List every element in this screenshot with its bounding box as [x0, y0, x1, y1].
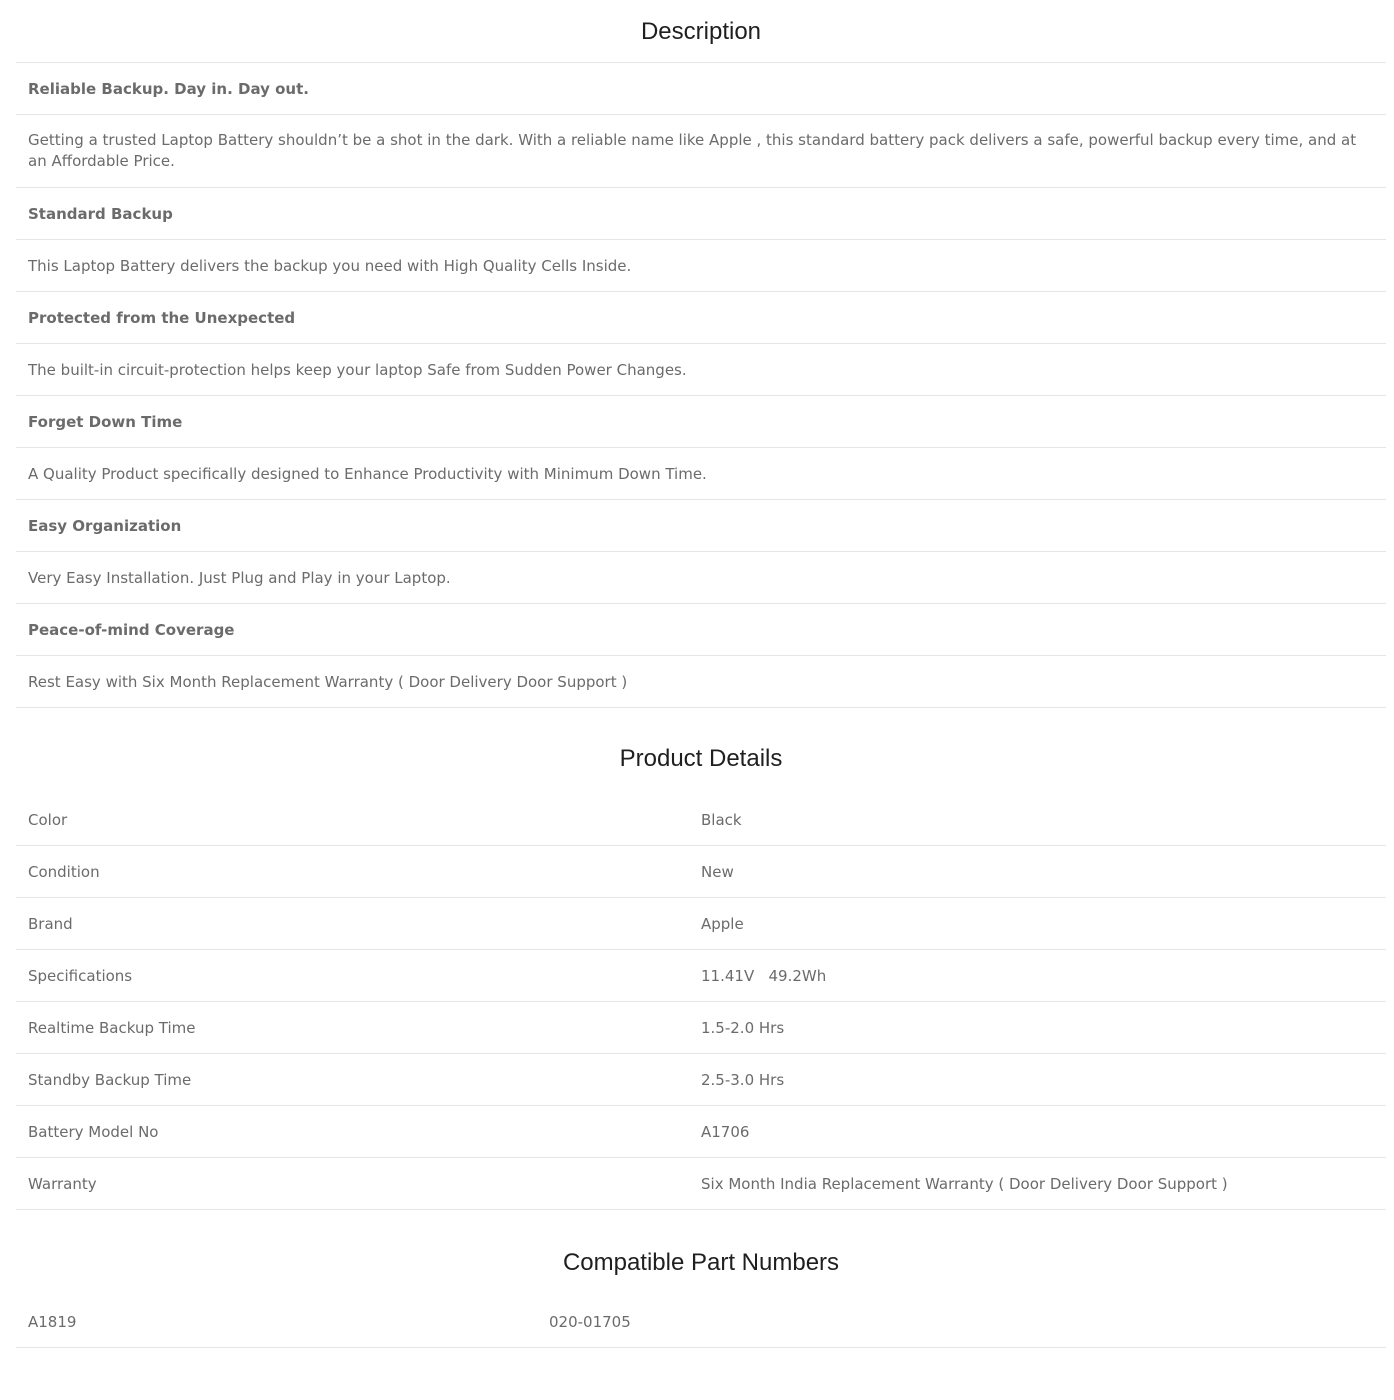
details-label: Standby Backup Time	[28, 1070, 192, 1089]
description-text: A Quality Product specifically designed to Enhance Productivity with Minimum Down Time.	[16, 448, 1386, 500]
details-row	[16, 1002, 1386, 1054]
details-value: 2.5-3.0 Hrs	[701, 1070, 785, 1089]
description-text: The built-in circuit-protection helps keep your laptop Safe from Sudden Power Changes.	[16, 344, 1386, 396]
description-title: Description	[16, 0, 1386, 63]
details-value: 1.5-2.0 Hrs	[701, 1018, 785, 1037]
description-heading: Easy Organization	[16, 500, 1386, 552]
compatible-parts-table	[16, 1296, 1386, 1348]
product-details-table	[16, 794, 1386, 1210]
description-text: Rest Easy with Six Month Replacement Warranty ( Door Delivery Door Support )	[16, 656, 1386, 708]
details-label: Color	[28, 810, 68, 829]
compatible-parts-title: Compatible Part Numbers	[562, 1249, 840, 1276]
details-row	[16, 846, 1386, 898]
description-text: Very Easy Installation. Just Plug and Play in your Laptop.	[16, 552, 1386, 604]
part-number: A1819	[28, 1312, 77, 1331]
details-row	[16, 950, 1386, 1002]
description-heading: Peace-of-mind Coverage	[16, 604, 1386, 656]
description-list	[16, 63, 1386, 708]
description-heading: Standard Backup	[16, 188, 1386, 240]
details-label: Realtime Backup Time	[28, 1018, 196, 1037]
details-value: 11.41V 49.2Wh	[701, 966, 827, 985]
details-value: Black	[701, 810, 742, 829]
product-details-title: Product Details	[619, 745, 783, 772]
part-number: 020-01705	[549, 1312, 631, 1331]
description-text: Getting a trusted Laptop Battery shouldn’t be a shot in the dark. With a reliable name like Apple , this standard battery pack delivers a safe, powerful backup every time, and at an Affordable Price.	[16, 115, 1386, 188]
details-label: Battery Model No	[28, 1122, 159, 1141]
description-heading: Protected from the Unexpected	[16, 292, 1386, 344]
details-value: New	[701, 862, 734, 881]
details-row	[16, 1054, 1386, 1106]
details-label: Condition	[28, 862, 100, 881]
details-label: Warranty	[28, 1174, 97, 1193]
description-heading: Reliable Backup. Day in. Day out.	[16, 63, 1386, 115]
details-row	[16, 898, 1386, 950]
compatible-row	[16, 1296, 1386, 1348]
product-info	[16, 0, 1386, 1348]
description-text: This Laptop Battery delivers the backup you need with High Quality Cells Inside.	[16, 240, 1386, 292]
details-label: Brand	[28, 914, 73, 933]
details-row	[16, 794, 1386, 846]
details-value: A1706	[701, 1122, 750, 1141]
details-row	[16, 1158, 1386, 1210]
details-row	[16, 1106, 1386, 1158]
description-heading: Forget Down Time	[16, 396, 1386, 448]
details-value: Six Month India Replacement Warranty ( Door Delivery Door Support )	[701, 1174, 1228, 1193]
details-value: Apple	[701, 914, 744, 933]
details-label: Specifications	[28, 966, 133, 985]
